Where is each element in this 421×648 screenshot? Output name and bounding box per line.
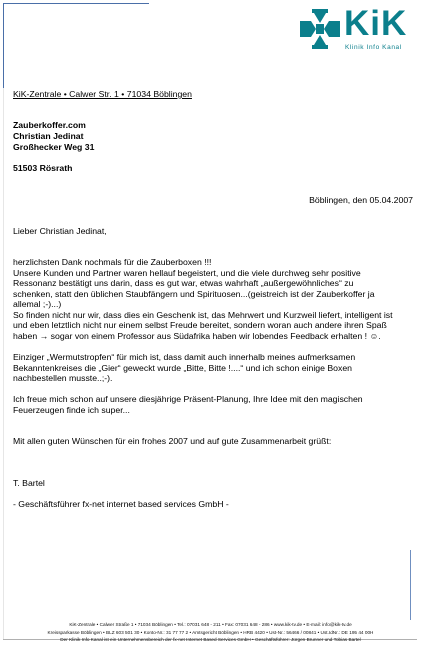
salutation: Lieber Christian Jedinat, (13, 226, 107, 236)
paragraph-line: haben → sogar von einem Professor aus Südafrika haben wir lobendes Feedback erhalten ! ☺. (13, 330, 381, 341)
paragraph-line: schenken, statt den üblichen Staubfängern und Spirituosen...(geistreich ist der Zauberkoffer ja (13, 288, 375, 299)
logo-wordmark: KiK (344, 4, 408, 43)
medical-cross-icon (298, 7, 342, 51)
paragraph-line: Unsere Kunden und Partner waren hellauf begeistert, und die viele durchweg sehr positive (13, 267, 361, 278)
footer-company-line: Der Klinik Info Kanal ist ein Unternehmensbereich der fx-net Internet Based Services GmbH • Geschäftsführer: Jürgen Brunner und Tobias Bartel (60, 637, 361, 642)
paragraph-line: Einziger „Wermutstropfen“ für mich ist, dass damit auch innerhalb meines aufmerksamen (13, 352, 356, 362)
logo-subtitle: Klinik Info Kanal (345, 44, 402, 51)
closing-line: Mit allen guten Wünschen für ein frohes 2007 und auf gute Zusammenarbeit grüßt: (13, 436, 332, 446)
letter-date: Böblingen, den 05.04.2007 (309, 195, 413, 205)
paragraph-line: Ich freue mich schon auf unsere diesjährige Präsent-Planung, Ihre Idee mit den magischen (13, 394, 363, 404)
recipient-city: 51503 Rösrath (13, 163, 73, 173)
paragraph-line: nachbestellen musste..;-). (13, 373, 113, 383)
paragraph-line: und eben letztlich nicht nur einem selbst Freude bereitet, sondern woran auch andere ihren Spaß (13, 320, 387, 330)
paragraph-line: allemal ;-)...) (13, 299, 62, 309)
paragraph-line: Bekanntenkreises die „Gier“ geweckt wurde „Bitte, Bitte !....“ und ich schon einige Boxen (13, 362, 352, 373)
recipient-name: Christian Jedinat (13, 131, 84, 141)
frame-right-accent (410, 550, 411, 620)
signature-name: T. Bartel (13, 478, 45, 488)
paragraph-line: herzlichsten Dank nochmals für die Zauberboxen !!! (13, 257, 212, 267)
recipient-street: Großhecker Weg 31 (13, 142, 95, 152)
recipient-company: Zauberkoffer.com (13, 120, 86, 130)
paragraph-line: Ressonanz bestätigt uns darin, dass es gut war, etwas wahrhaft „außergewöhnliches“ zu (13, 278, 354, 288)
footer-bank-line: Kreissparkasse Böblingen • BLZ 603 501 30 • Konto-Nr.: 31 77 77 2 • Amtsgericht Böblingen • HRB 4420 • Ust-Nr.: 56466 / 00841 • Ust.IdNr.: DE 195 44 00H (47, 629, 374, 635)
paragraph-line: So finden nicht nur wir, dass dies ein Geschenk ist, das Mehrwert und Kurzweil liefert, intelligent ist (13, 309, 393, 320)
kik-logo (298, 4, 410, 53)
frame-left-line (3, 88, 4, 640)
signature-title: - Geschäftsführer fx-net internet based services GmbH - (13, 499, 229, 509)
frame-corner-top-left (3, 3, 149, 89)
paragraph-line: Feuerzeugen finde ich super... (13, 404, 130, 415)
sender-return-address: KiK-Zentrale • Calwer Str. 1 • 71034 Böblingen (13, 89, 192, 99)
footer-address-line: KiK-Zentrale • Calwer Straße 1 • 71034 Böblingen • Tel.: 07031 648 - 211 • Fax: 07031 648 - 286 • www.kik-tv.de • E-mail: info@kik-tv.de (69, 622, 352, 627)
